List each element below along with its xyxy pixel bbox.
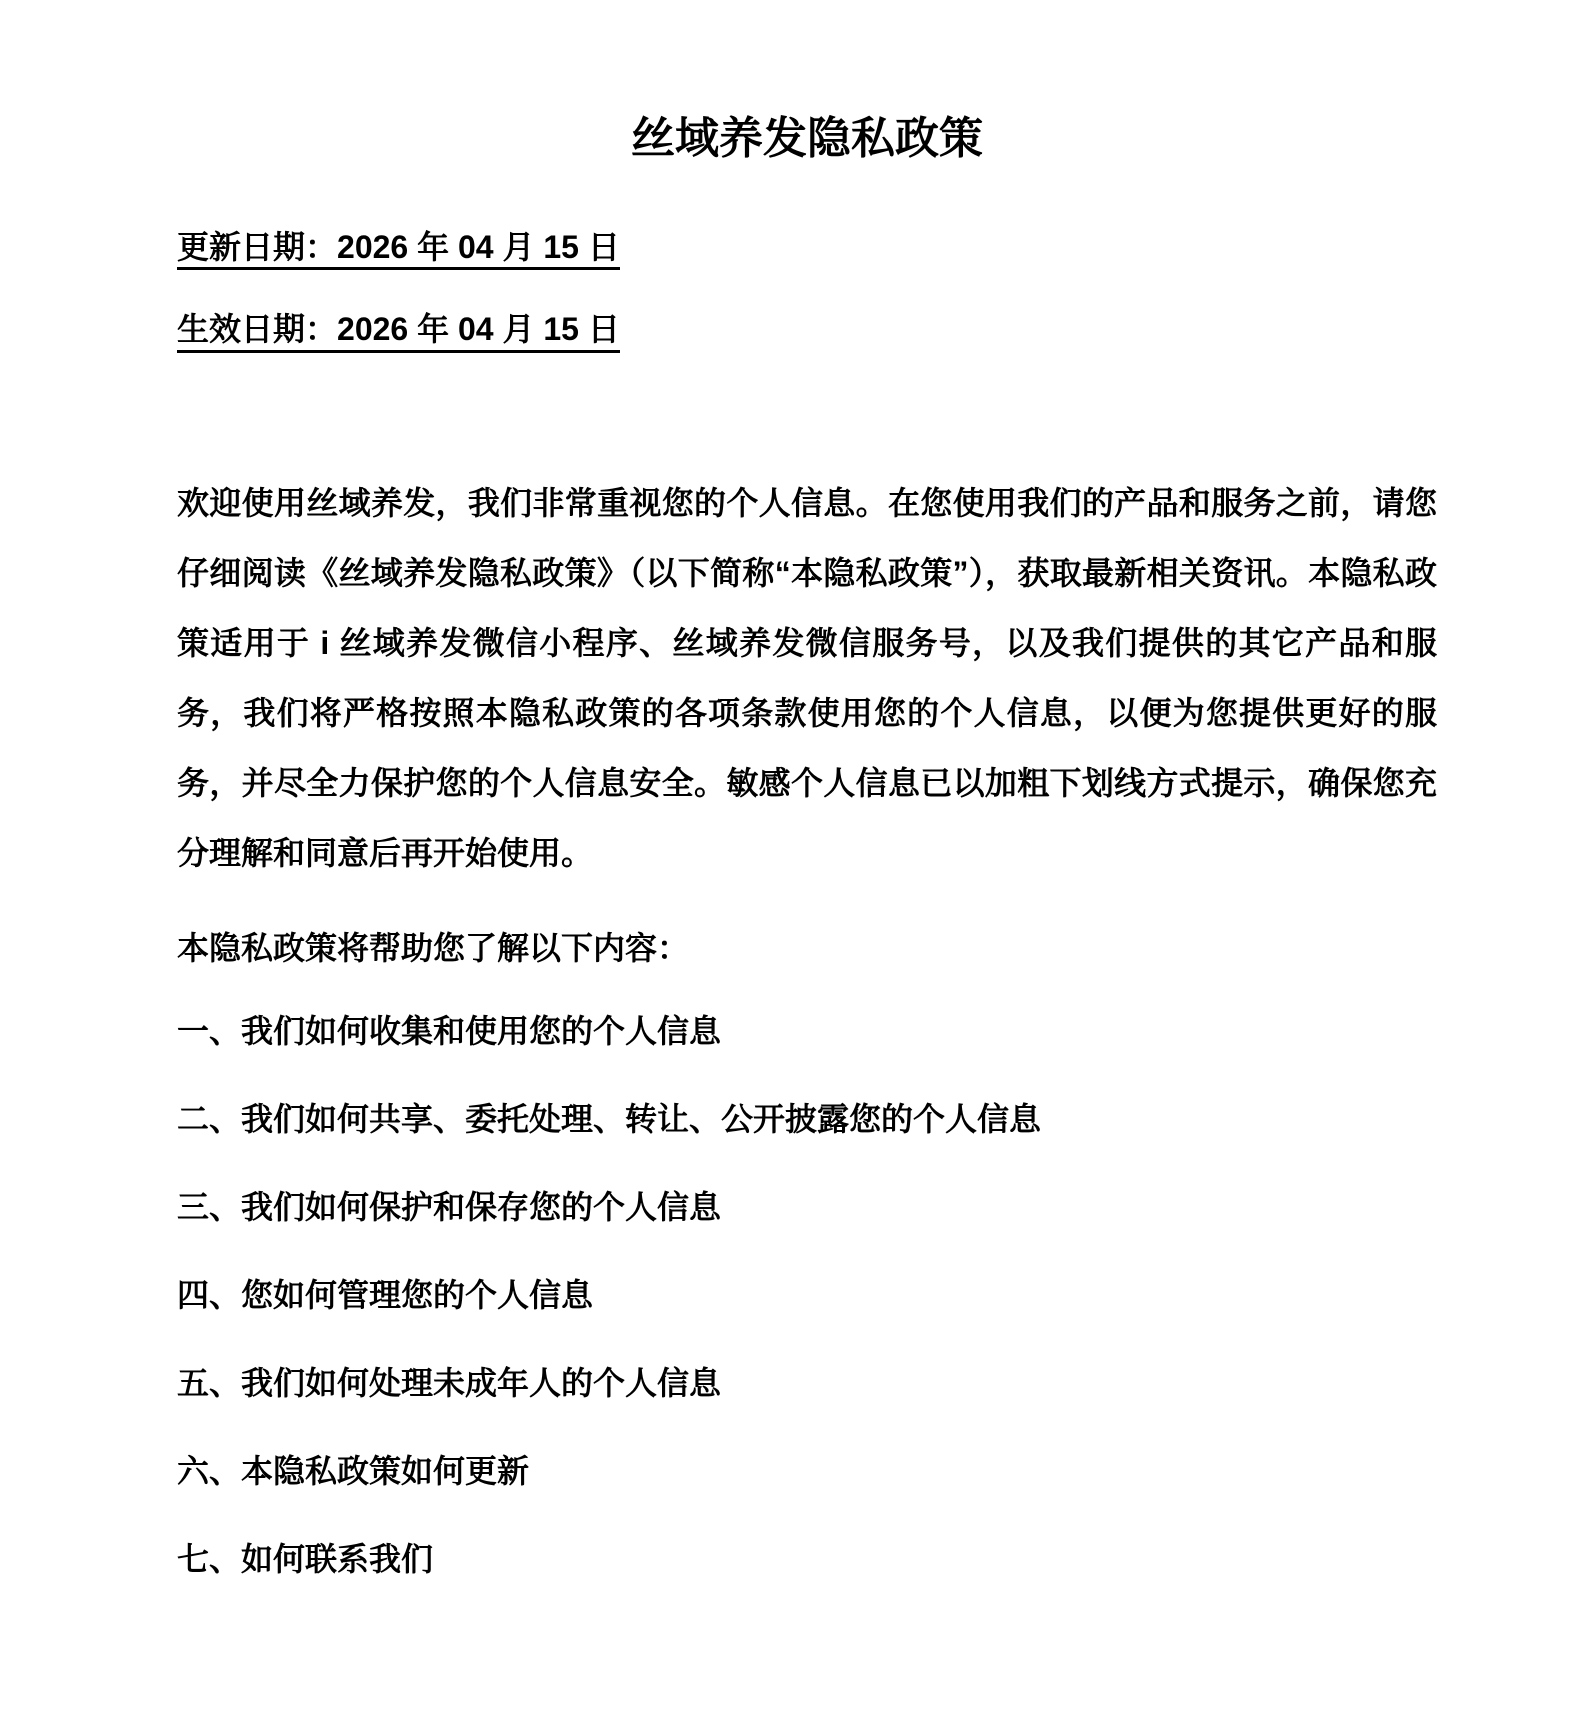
toc-item-2: 二、我们如何共享、委托处理、转让、公开披露您的个人信息 (177, 1100, 1042, 1137)
privacy-policy-page (0, 113, 1587, 1721)
effective-date-label: 生效日期： (177, 311, 338, 348)
toc-list (177, 1009, 1437, 1581)
intro-paragraph: 欢迎使用丝域养发，我们非常重视您的个人信息。在您使用我们的产品和服务之前，请您仔细阅读《丝域养发隐私政策》（以下简称“本隐私政策”），获取最新相关资讯。本隐私政策适用于 i 丝域养发微信小程序、丝域养发微信服务号，以及我们提供的其它产品和服务，我们将严格按照本隐私政策的各项条款使用您的个人信息，以便为您提供更好的服务，并尽全力保护您的个人信息安全。敏感个人信息已以加粗下划线方式提示，确保您充分理解和同意后再开始使用。 (177, 484, 1437, 871)
toc-item-5: 五、我们如何处理未成年人的个人信息 (177, 1364, 722, 1401)
toc-item-6: 六、本隐私政策如何更新 (177, 1452, 530, 1489)
effective-date-row (177, 310, 1437, 352)
update-date-label: 更新日期： (177, 228, 338, 265)
toc-item-3: 三、我们如何保护和保存您的个人信息 (177, 1188, 722, 1225)
toc-item-7: 七、如何联系我们 (177, 1540, 434, 1577)
effective-date-line (177, 310, 620, 352)
update-date-value: 2026 年 04 月 15 日 (337, 228, 620, 265)
effective-date-value: 2026 年 04 月 15 日 (337, 311, 620, 348)
toc-item-4: 四、您如何管理您的个人信息 (177, 1276, 594, 1313)
update-date-row (177, 228, 1437, 270)
toc-item-1: 一、我们如何收集和使用您的个人信息 (177, 1012, 722, 1049)
toc-heading: 本隐私政策将帮助您了解以下内容： (177, 929, 690, 966)
update-date-line (177, 228, 620, 270)
document-title: 丝域养发隐私政策 (631, 114, 983, 163)
